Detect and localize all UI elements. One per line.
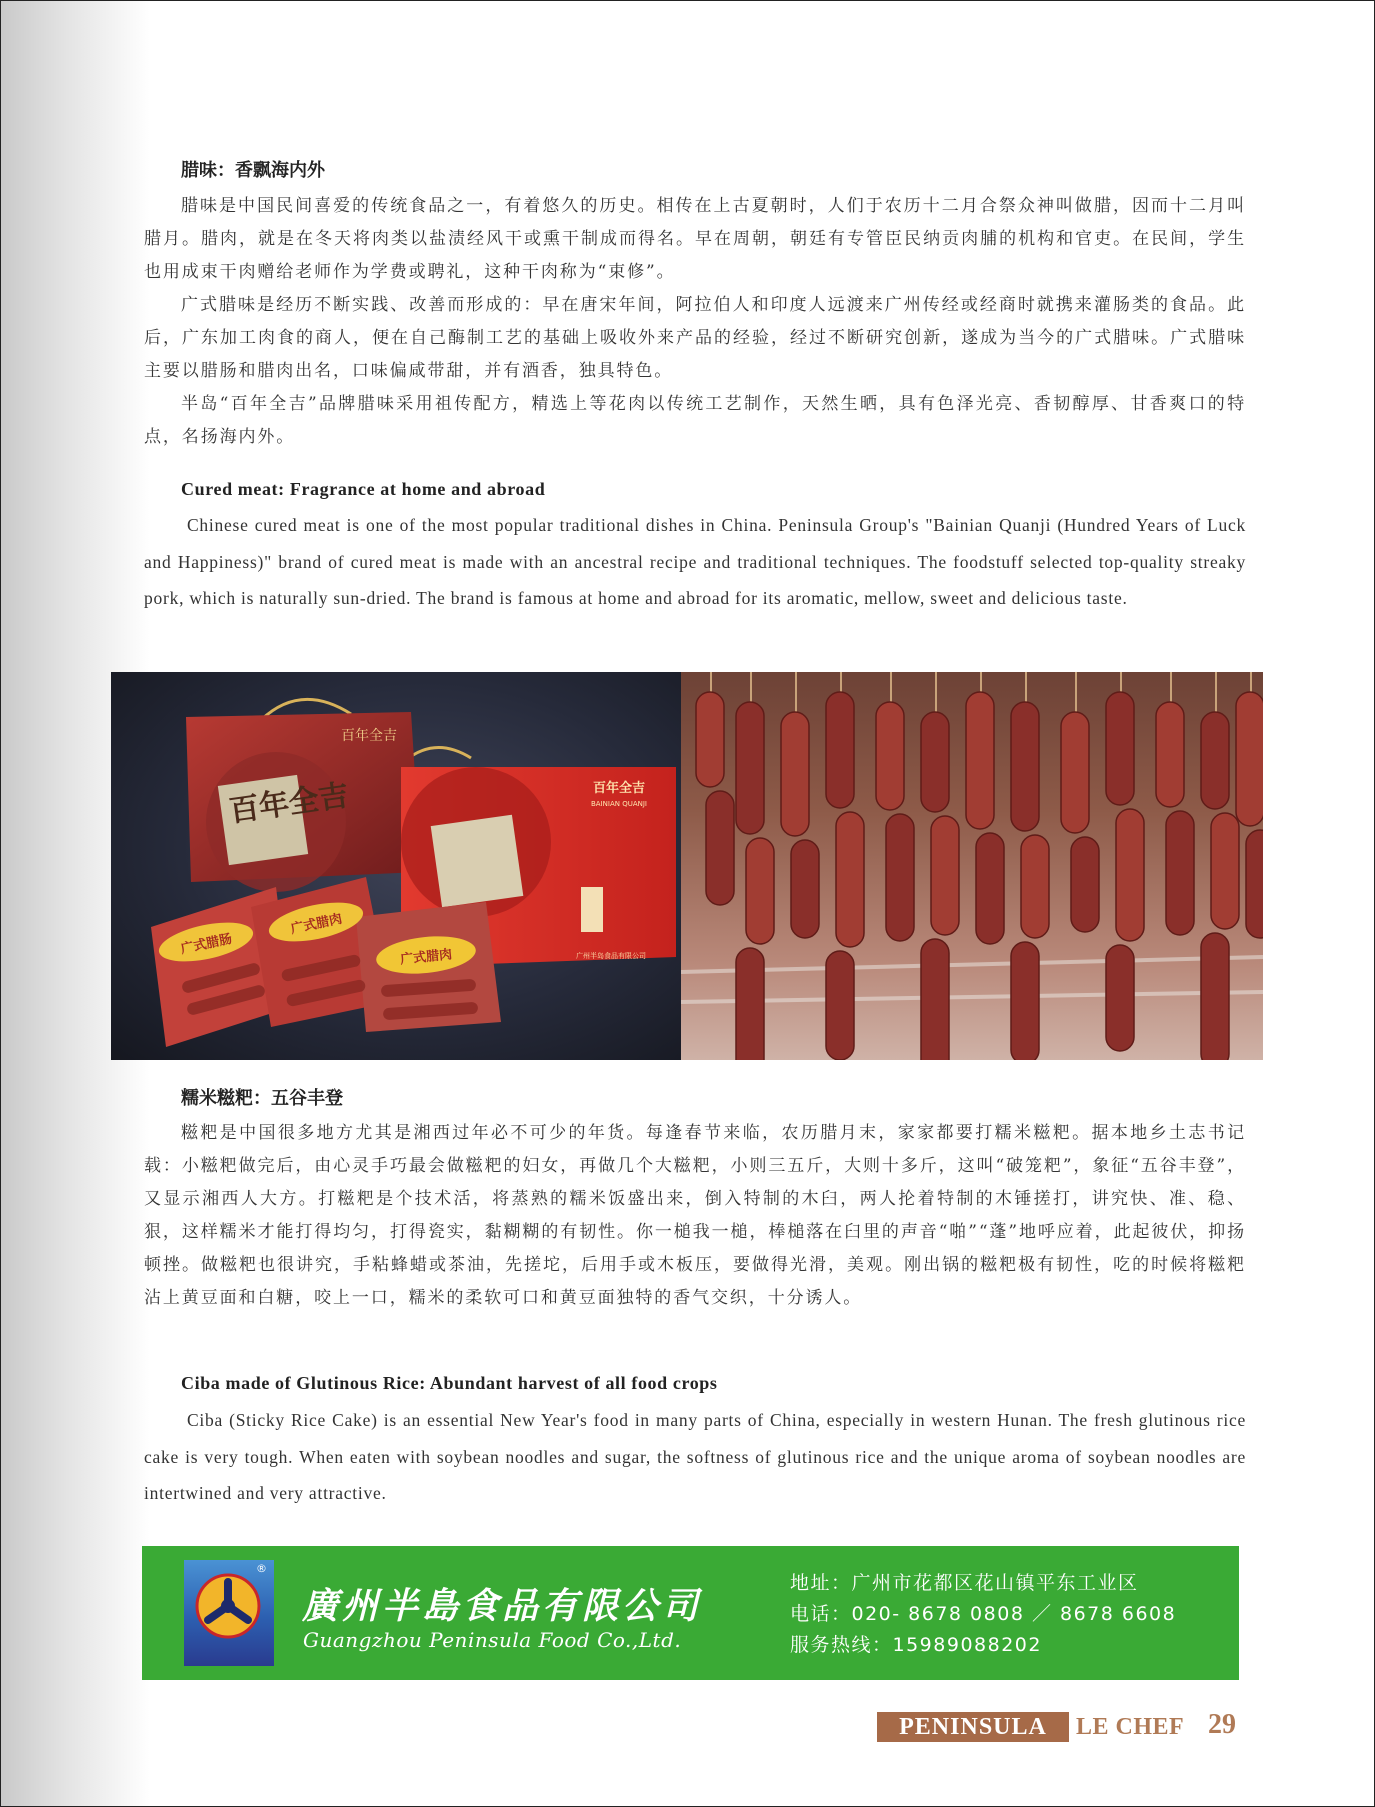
box-company-label: 广州半岛食品有限公司 [576,952,646,960]
footer-magazine-brand: PENINSULA [877,1712,1069,1742]
pack-label: 广式腊肉 [399,947,453,968]
paragraph-bainian-quanji-zh: 半岛“百年全吉”品牌腊味采用祖传配方，精选上等花肉以传统工艺制作，天然生晒，具有色泽光亮、香韧醇厚、甘香爽口的特点，名扬海内外。 [144,394,1246,447]
box-logo-text: 百年全吉 [227,778,351,830]
box-brand-pinyin: BAINIAN QUANJI [591,800,647,808]
section-heading-ciba-zh: 糯米糍粑：五谷丰登 [181,1088,343,1109]
pack-label: 广式腊肉 [289,911,344,938]
paragraph-ciba-zh: 糍粑是中国很多地方尤其是湘西过年必不可少的年货。每逢春节来临，农历腊月末，家家都要打糯米糍粑。据本地乡土志书记载：小糍粑做完后，由心灵手巧最会做糍粑的妇女，再做几个大糍粑，小则三五斤，大则十多斤，这叫“破笼粑”，象征“五谷丰登”，又显示湘西人大方。打糍粑是个技术活，将蒸熟的糯米饭盛出来，倒入特制的木臼，两人抡着特制的木锤搓打，讲究快、准、稳、狠，这样糯米才能打得均匀，打得瓷实，黏糊糊的有韧性。你一槌我一槌，棒槌落在臼里的声音“啪”“蓬”地呼应着，此起彼伏，抑扬顿挫。做糍粑也很讲究，手粘蜂蜡或茶油，先搓坨，后用手或木板压，要做得光滑，美观。刚出锅的糍粑极有韧性，吃的时候将糍粑沾上黄豆面和白糖，咬上一口，糯米的柔软可口和黄豆面独特的香气交织，十分诱人。 [144,1123,1246,1308]
company-address: 地址：广州市花都区花山镇平东工业区 [790,1572,1139,1594]
paragraph-cured-meat-history-zh: 腊味是中国民间喜爱的传统食品之一，有着悠久的历史。相传在上古夏朝时，人们于农历十二月合祭众神叫做腊，因而十二月叫腊月。腊肉，就是在冬天将肉类以盐渍经风干或熏干制成而得名。早在周朝，朝廷有专管臣民纳贡肉脯的机构和官吏。在民间，学生也用成束干肉赠给老师作为学费或聘礼，这种干肉称为“束修”。 [144,196,1246,282]
section-heading-cured-meat-en: Cured meat: Fragrance at home and abroad [181,479,546,499]
section-heading-cured-meat-zh: 腊味：香飘海内外 [181,160,325,181]
company-name-en: Guangzhou Peninsula Food Co.,Ltd. [303,1628,682,1652]
footer-magazine-subtitle: LE CHEF [1076,1714,1185,1740]
box-top-label: 百年全吉 [341,728,397,744]
registered-mark: ® [256,1562,267,1575]
company-phone: 电话：020- 8678 0808 ／ 8678 6608 [790,1603,1177,1625]
paragraph-ciba-en: Ciba (Sticky Rice Cake) is an essential New Year's food in many parts of China, especially in western Hunan. The fresh glutinous rice cake is very tough. When eaten with soybean noodles and sugar, the softness of glutinous rice and the unique aroma of soybean noodles are intertwined and very attractive. [144,1410,1246,1503]
company-hotline: 服务热线：15989088202 [790,1634,1042,1656]
section-heading-ciba-en: Ciba made of Glutinous Rice: Abundant harvest of all food crops [181,1373,718,1393]
page-number: 29 [1208,1709,1236,1740]
box-brand-label: 百年全吉 [592,781,646,796]
paragraph-cantonese-cured-meat-zh: 广式腊味是经历不断实践、改善而形成的：早在唐宋年间，阿拉伯人和印度人远渡来广州传经或经商时就携来灌肠类的食品。此后，广东加工肉食的商人，便在自己酶制工艺的基础上吸收外来产品的经验，经过不断研究创新，遂成为当今的广式腊味。广式腊味主要以腊肠和腊肉出名，口味偏咸带甜，并有酒香，独具特色。 [144,295,1246,381]
pack-label: 广式腊肠 [179,931,234,958]
paragraph-cured-meat-en: Chinese cured meat is one of the most popular traditional dishes in China. Peninsula Group's "Bainian Quanji (Hundred Years of Luck and Happiness)" brand of cured meat is made with an ancestral recipe and traditional techniques. The foodstuff selected top-quality streaky pork, which is naturally sun-dried. The brand is famous at home and abroad for its aromatic, mellow, sweet and delicious taste. [144,515,1246,608]
company-name-zh: 廣州半島食品有限公司 [302,1585,703,1627]
